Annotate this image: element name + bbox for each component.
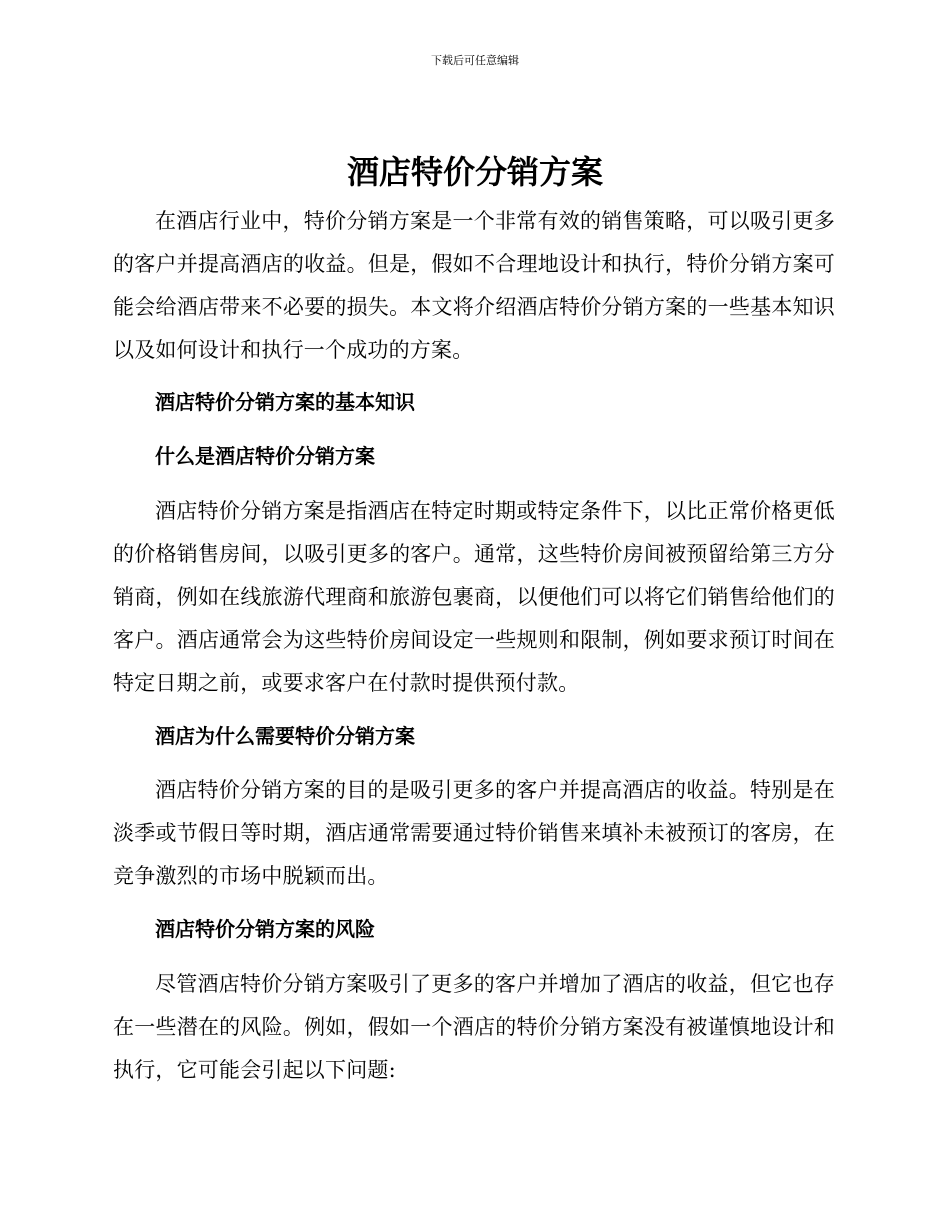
paragraph-risks: 尽管酒店特价分销方案吸引了更多的客户并增加了酒店的收益，但它也存在一些潜在的风险。例如，假如一个酒店的特价分销方案没有被谨慎地设计和执行，它可能会引起以下问题: xyxy=(113,972,835,1082)
paragraph-what-is: 酒店特价分销方案是指酒店在特定时期或特定条件下，以比正常价格更低的价格销售房间，以吸引更多的客户。通常，这些特价房间被预留给第三方分销商，例如在线旅游代理商和旅游包裹商，以便他们可以将它们销售给他们的客户。酒店通常会为这些特价房间设定一些规则和限制，例如要求预订时间在特定日期之前，或要求客户在付款时提供预付款。 xyxy=(113,499,835,695)
intro-paragraph: 在酒店行业中，特价分销方案是一个非常有效的销售策略，可以吸引更多的客户并提高酒店的收益。但是，假如不合理地设计和执行，特价分销方案可能会给酒店带来不必要的损失。本文将介绍酒店特价分销方案的一些基本知识以及如何设计和执行一个成功的方案。 xyxy=(113,209,835,362)
paragraph-why-needed: 酒店特价分销方案的目的是吸引更多的客户并提高酒店的收益。特别是在淡季或节假日等时期，酒店通常需要通过特价销售来填补未被预订的客房，在竞争激烈的市场中脱颖而出。 xyxy=(113,778,835,888)
section-heading-basics: 酒店特价分销方案的基本知识 xyxy=(155,390,415,414)
header-note: 下载后可任意编辑 xyxy=(431,54,519,67)
document-title: 酒店特价分销方案 xyxy=(346,153,603,191)
subsection-heading-what-is: 什么是酒店特价分销方案 xyxy=(155,444,375,468)
subsection-heading-risks: 酒店特价分销方案的风险 xyxy=(155,917,375,941)
subsection-heading-why-needed: 酒店为什么需要特价分销方案 xyxy=(155,724,415,748)
